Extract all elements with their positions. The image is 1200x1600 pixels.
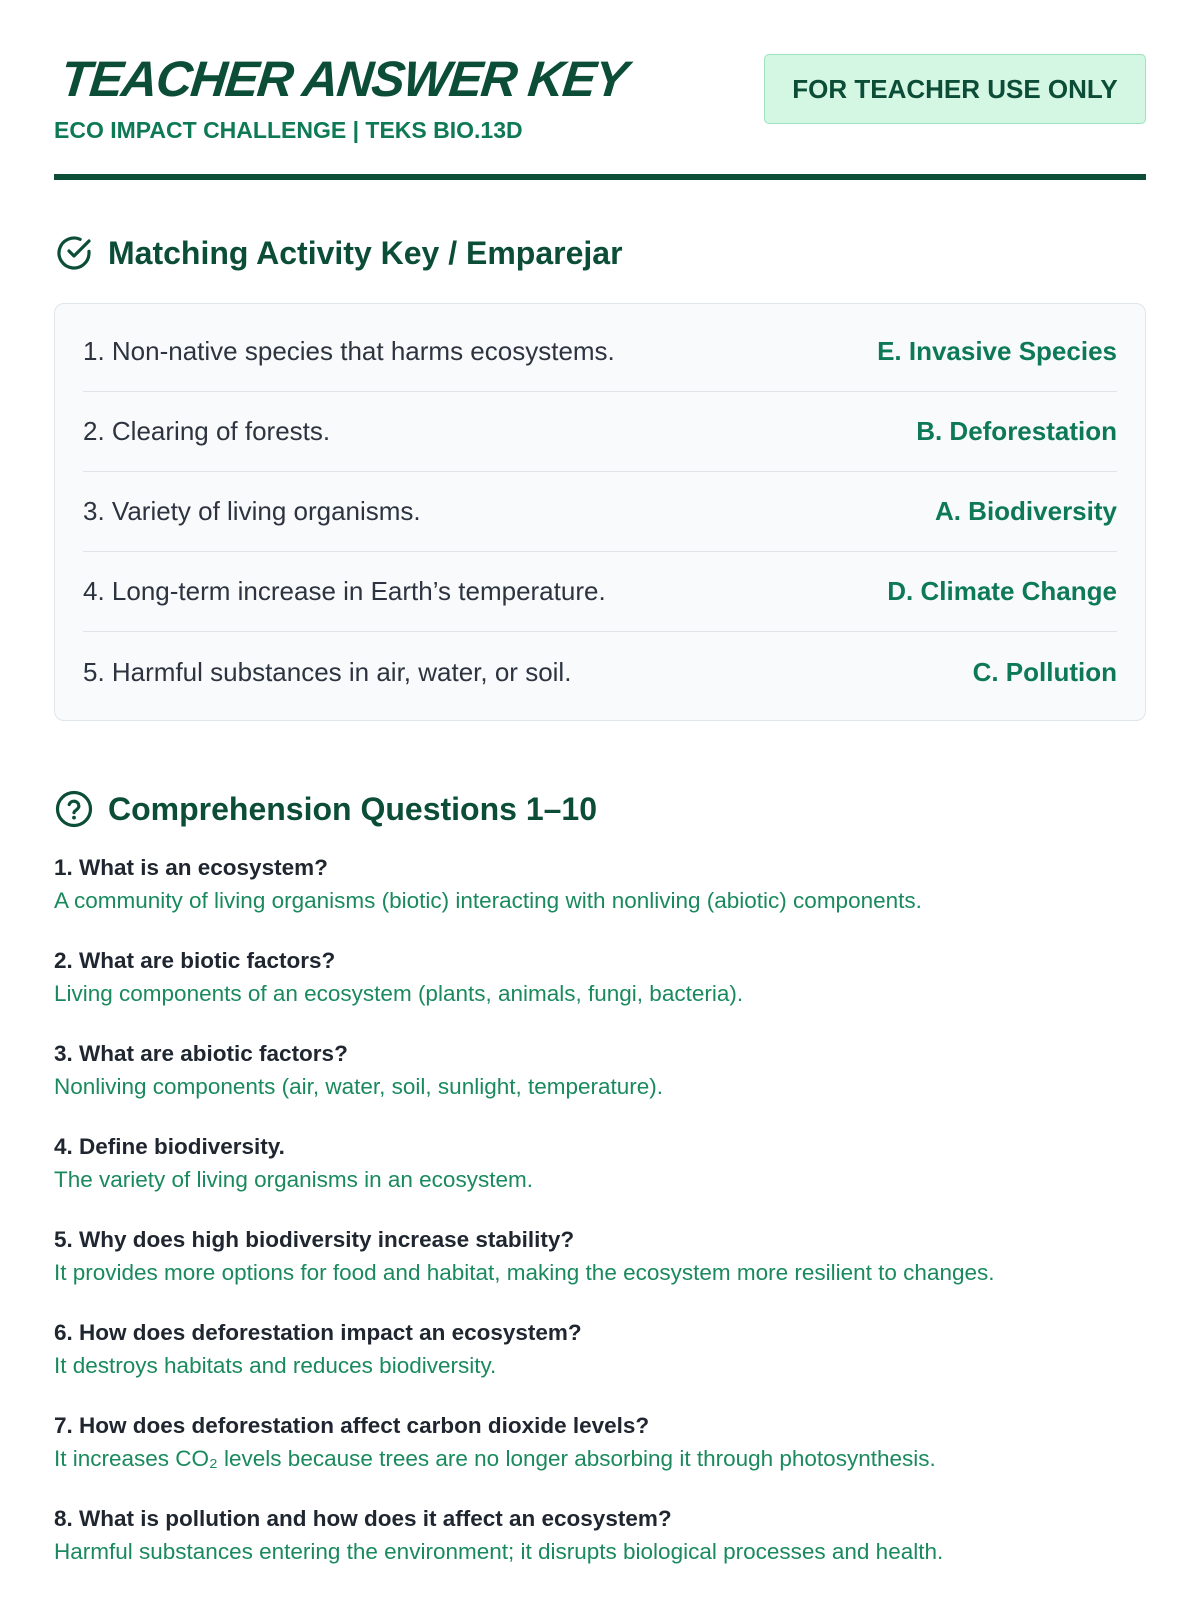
match-row	[83, 632, 1117, 712]
page-subtitle: ECO IMPACT CHALLENGE | TEKS BIO.13D	[54, 117, 523, 143]
question-answer: It provides more options for food and habitat, making the ecosystem more resilient to changes.	[54, 1260, 995, 1285]
match-answer: D. Climate Change	[887, 576, 1117, 606]
question-text: 6. How does deforestation impact an ecosystem?	[54, 1320, 582, 1345]
match-definition: 2. Clearing of forests.	[83, 416, 331, 446]
question-text: 7. How does deforestation affect carbon dioxide levels?	[54, 1413, 650, 1438]
question-item	[54, 1037, 1146, 1103]
questions-list	[54, 851, 1146, 1568]
question-item	[54, 1502, 1146, 1568]
question-text: 2. What are biotic factors?	[54, 948, 336, 973]
question-text: 5. Why does high biodiversity increase stability?	[54, 1227, 575, 1252]
question-item	[54, 1316, 1146, 1382]
question-text: 8. What is pollution and how does it affect an ecosystem?	[54, 1506, 672, 1531]
question-item	[54, 944, 1146, 1010]
match-row	[83, 312, 1117, 392]
match-definition: 1. Non-native species that harms ecosystems.	[83, 336, 615, 366]
question-item	[54, 1409, 1146, 1475]
question-item	[54, 851, 1146, 917]
matching-answer-card	[54, 303, 1146, 721]
question-item	[54, 1130, 1146, 1196]
question-text: 3. What are abiotic factors?	[54, 1041, 348, 1066]
match-answer: B. Deforestation	[916, 416, 1117, 446]
question-answer: A community of living organisms (biotic) interacting with nonliving (abiotic) components.	[54, 888, 922, 913]
question-answer: Living components of an ecosystem (plants, animals, fungi, bacteria).	[54, 981, 744, 1006]
match-definition: 3. Variety of living organisms.	[83, 496, 421, 526]
question-answer: Nonliving components (air, water, soil, sunlight, temperature).	[54, 1074, 664, 1099]
header	[54, 0, 1146, 180]
matching-heading-text: Matching Activity Key / Emparejar	[108, 234, 623, 271]
question-item	[54, 1223, 1146, 1289]
match-definition: 5. Harmful substances in air, water, or soil.	[83, 656, 572, 687]
matching-section-heading	[54, 233, 1146, 273]
match-definition: 4. Long-term increase in Earth’s temperature.	[83, 576, 606, 606]
match-row	[83, 472, 1117, 552]
question-answer: It increases CO₂ levels because trees are no longer absorbing it through photosynthesis.	[54, 1446, 936, 1471]
questions-heading-text: Comprehension Questions 1–10	[108, 790, 598, 827]
question-answer: The variety of living organisms in an ecosystem.	[54, 1167, 533, 1192]
teacher-only-badge: FOR TEACHER USE ONLY	[764, 54, 1146, 124]
question-text: 1. What is an ecosystem?	[54, 855, 328, 880]
match-row	[83, 552, 1117, 632]
match-answer: E. Invasive Species	[877, 336, 1117, 366]
question-circle-icon	[54, 789, 94, 829]
question-text: 4. Define biodiversity.	[54, 1134, 285, 1159]
question-answer: Harmful substances entering the environment; it disrupts biological processes and health.	[54, 1539, 944, 1564]
match-answer: C. Pollution	[972, 656, 1117, 687]
match-row	[83, 392, 1117, 472]
question-answer: It destroys habitats and reduces biodiversity.	[54, 1353, 497, 1378]
page-title: TEACHER ANSWER KEY	[58, 51, 630, 107]
check-circle-icon	[54, 233, 94, 273]
questions-section-heading	[54, 789, 1146, 829]
match-answer: A. Biodiversity	[934, 496, 1117, 526]
